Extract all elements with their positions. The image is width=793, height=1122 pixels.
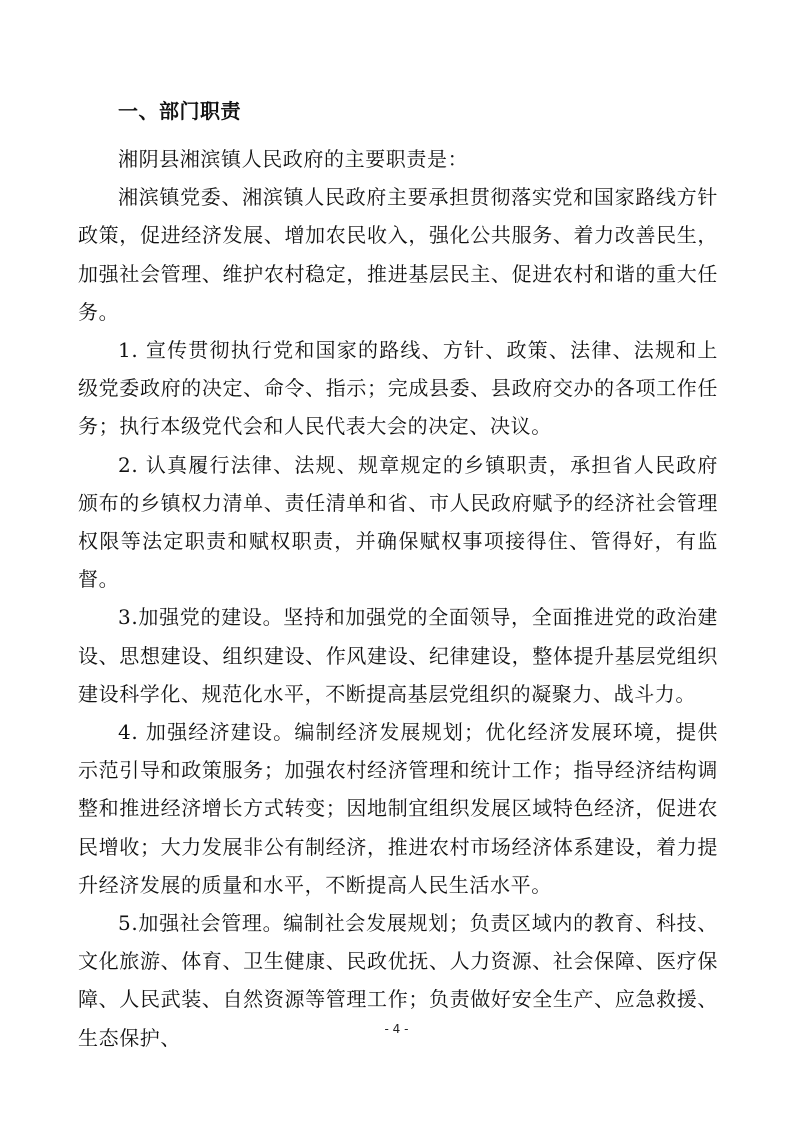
intro-paragraph: 湘阴县湘滨镇人民政府的主要职责是： [118,147,469,171]
duty-item-2: 2. 认真履行法律、法规、规章规定的乡镇职责，承担省人民政府颁布的乡镇权力清单、责任清单和省、市人民政府赋予的经济社会管理权限等法定职责和赋权职责，并确保赋权事项接得住、管得好，有监督。 [78,452,718,592]
duty-item-5: 5.加强社会管理。编制社会发展规划；负责区域内的教育、科技、文化旅游、体育、卫生健康、民政优抚、人力资源、社会保障、医疗保障、人民武装、自然资源等管理工作；负责做好安全生产、应急救援、生态保护、 [78,911,718,1050]
page-number: - 4 - [384,1022,409,1036]
duty-item-4: 4. 加强经济建设。编制经济发展规划；优化经济发展环境，提供示范引导和政策服务；加强农村经济管理和统计工作；指导经济结构调整和推进经济增长方式转变；因地制宜组织发展区域特色经济，促进农民增收；大力发展非公有制经济，推进农村市场经济体系建设，着力提升经济发展的质量和水平，不断提高人民生活水平。 [78,720,718,897]
summary-paragraph: 湘滨镇党委、湘滨镇人民政府主要承担贯彻落实党和国家路线方针政策，促进经济发展、增加农民收入，强化公共服务、着力改善民生，加强社会管理、维护农村稳定，推进基层民主、促进农村和谐的重大任务。 [78,185,718,324]
duty-item-3: 3.加强党的建设。坚持和加强党的全面领导，全面推进党的政治建设、思想建设、组织建设、作风建设、纪律建设，整体提升基层党组织建设科学化、规范化水平，不断提高基层党组织的凝聚力、战斗力。 [78,605,718,706]
body-text [78,140,718,1057]
section-heading: 一、部门职责 [118,99,241,123]
duty-item-1: 1. 宣传贯彻执行党和国家的路线、方针、政策、法律、法规和上级党委政府的决定、命令、指示；完成县委、县政府交办的各项工作任务；执行本级党代会和人民代表大会的决定、决议。 [78,338,718,439]
